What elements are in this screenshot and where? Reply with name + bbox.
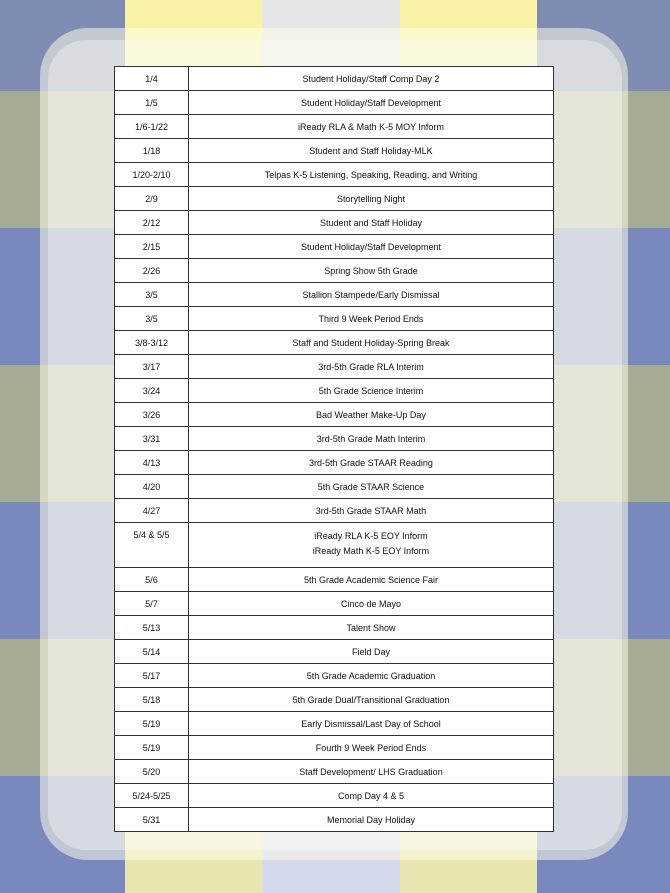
event-name: [189, 523, 554, 568]
event-date: 3/5: [115, 283, 189, 307]
table-row: [115, 616, 554, 640]
event-name: 5th Grade Academic Science Fair: [189, 568, 554, 592]
event-date: 3/26: [115, 403, 189, 427]
event-name: Student Holiday/Staff Comp Day 2: [189, 67, 554, 91]
event-date: 4/20: [115, 475, 189, 499]
event-date: 5/18: [115, 688, 189, 712]
event-name: 5th Grade Science Interim: [189, 379, 554, 403]
event-date: 1/20-2/10: [115, 163, 189, 187]
table-row: [115, 259, 554, 283]
event-date: 2/12: [115, 211, 189, 235]
event-date: 1/4: [115, 67, 189, 91]
table-row: [115, 451, 554, 475]
event-name: Fourth 9 Week Period Ends: [189, 736, 554, 760]
event-name: Student and Staff Holiday-MLK: [189, 139, 554, 163]
event-name: Staff Development/ LHS Graduation: [189, 760, 554, 784]
event-date: 4/13: [115, 451, 189, 475]
event-date: 3/8-3/12: [115, 331, 189, 355]
event-date: 5/31: [115, 808, 189, 832]
event-name: Spring Show 5th Grade: [189, 259, 554, 283]
table-row: [115, 688, 554, 712]
calendar-table: [114, 66, 554, 832]
table-row: [115, 379, 554, 403]
event-name: 5th Grade Academic Graduation: [189, 664, 554, 688]
table-row: [115, 355, 554, 379]
event-name: Third 9 Week Period Ends: [189, 307, 554, 331]
table-row: [115, 712, 554, 736]
event-name: iReady RLA & Math K-5 MOY Inform: [189, 115, 554, 139]
event-name: 5th Grade Dual/Transitional Graduation: [189, 688, 554, 712]
event-date: 4/27: [115, 499, 189, 523]
event-date: 1/6-1/22: [115, 115, 189, 139]
table-row: [115, 307, 554, 331]
table-row: [115, 475, 554, 499]
table-row: [115, 760, 554, 784]
table-row: [115, 139, 554, 163]
event-name: Staff and Student Holiday-Spring Break: [189, 331, 554, 355]
event-date: 2/26: [115, 259, 189, 283]
table-row: [115, 499, 554, 523]
table-row: [115, 187, 554, 211]
event-date: 5/19: [115, 712, 189, 736]
event-name: 3rd-5th Grade Math Interim: [189, 427, 554, 451]
event-name: 3rd-5th Grade STAAR Reading: [189, 451, 554, 475]
table-row: [115, 523, 554, 568]
event-date: 3/17: [115, 355, 189, 379]
table-row: [115, 640, 554, 664]
event-name: Student Holiday/Staff Development: [189, 91, 554, 115]
event-date: 5/4 & 5/5: [115, 523, 189, 568]
table-row: [115, 67, 554, 91]
event-date: 5/13: [115, 616, 189, 640]
event-date: 5/20: [115, 760, 189, 784]
event-name: Comp Day 4 & 5: [189, 784, 554, 808]
event-date: 3/31: [115, 427, 189, 451]
event-date: 5/14: [115, 640, 189, 664]
event-date: 2/15: [115, 235, 189, 259]
table-row: [115, 403, 554, 427]
event-name: Cinco de Mayo: [189, 592, 554, 616]
table-row: [115, 592, 554, 616]
table-row: [115, 736, 554, 760]
table-row: [115, 331, 554, 355]
event-name: Student Holiday/Staff Development: [189, 235, 554, 259]
table-row: [115, 235, 554, 259]
event-name: 3rd-5th Grade RLA Interim: [189, 355, 554, 379]
event-date: 2/9: [115, 187, 189, 211]
event-date: 1/18: [115, 139, 189, 163]
event-name: Bad Weather Make-Up Day: [189, 403, 554, 427]
table-row: [115, 427, 554, 451]
event-name: Early Dismissal/Last Day of School: [189, 712, 554, 736]
event-name: Stallion Stampede/Early Dismissal: [189, 283, 554, 307]
event-date: 5/19: [115, 736, 189, 760]
event-name: Field Day: [189, 640, 554, 664]
event-date: 1/5: [115, 91, 189, 115]
event-name: 5th Grade STAAR Science: [189, 475, 554, 499]
event-name-line: iReady RLA K-5 EOY Inform: [314, 531, 428, 541]
event-name: Student and Staff Holiday: [189, 211, 554, 235]
event-date: 3/5: [115, 307, 189, 331]
table-row: [115, 784, 554, 808]
event-date: 5/17: [115, 664, 189, 688]
table-row: [115, 568, 554, 592]
event-date: 5/6: [115, 568, 189, 592]
table-row: [115, 808, 554, 832]
table-row: [115, 91, 554, 115]
event-name: Telpas K-5 Listening, Speaking, Reading, and Writing: [189, 163, 554, 187]
table-row: [115, 664, 554, 688]
table-row: [115, 115, 554, 139]
event-date: 5/24-5/25: [115, 784, 189, 808]
event-name: Talent Show: [189, 616, 554, 640]
event-date: 5/7: [115, 592, 189, 616]
event-name-line: iReady Math K-5 EOY Inform: [312, 546, 430, 556]
event-name: Storytelling Night: [189, 187, 554, 211]
event-date: 3/24: [115, 379, 189, 403]
table-row: [115, 211, 554, 235]
table-row: [115, 283, 554, 307]
event-name: Memorial Day Holiday: [189, 808, 554, 832]
event-name: 3rd-5th Grade STAAR Math: [189, 499, 554, 523]
table-row: [115, 163, 554, 187]
